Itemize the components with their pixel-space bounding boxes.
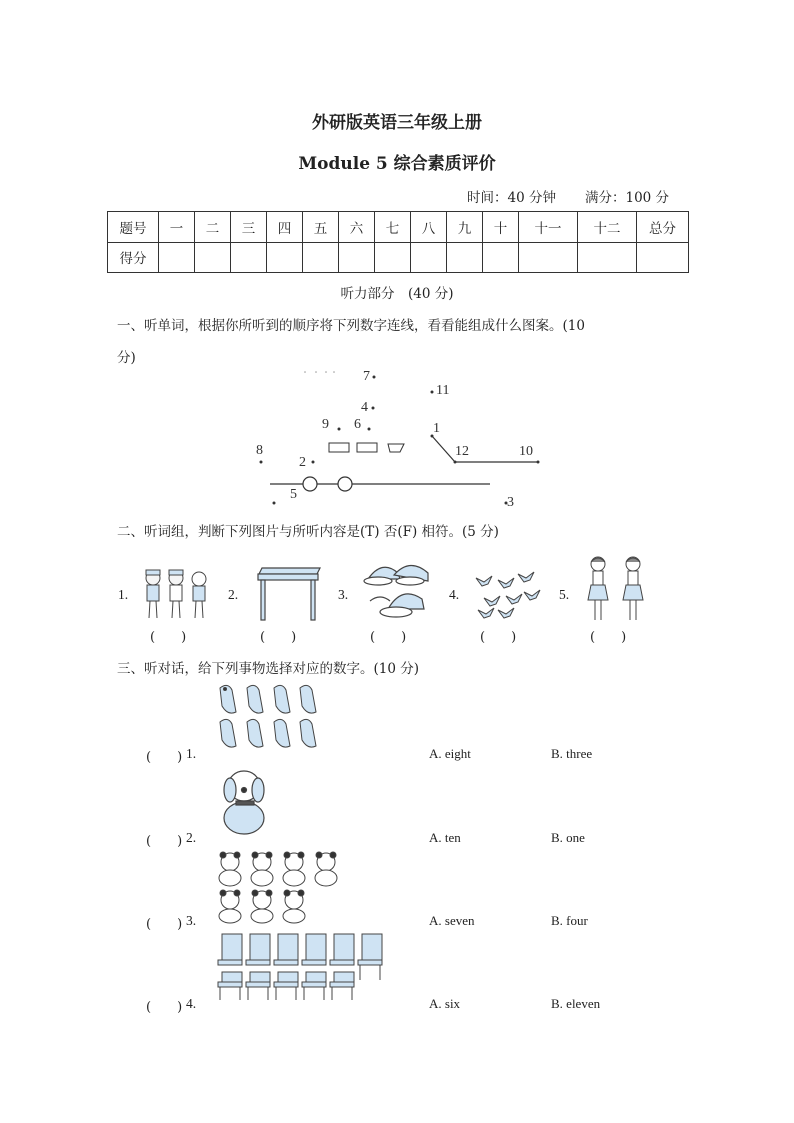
dot-label: 4 (361, 400, 368, 415)
score-input-cell[interactable] (578, 242, 637, 273)
score-table (107, 211, 689, 273)
table-row (108, 212, 689, 243)
score-input-cell[interactable] (303, 242, 339, 273)
table-cell: 九 (447, 212, 483, 243)
answer-blank[interactable]: ( ) (590, 630, 627, 645)
q2-item-number: 3. (338, 587, 349, 602)
table-cell: 一 (159, 212, 195, 243)
table-cell: 题号 (108, 212, 159, 243)
caps-picture (360, 557, 436, 623)
table-cell: 十一 (519, 212, 578, 243)
listening-heading: 听力部分 (40 分) (340, 286, 454, 302)
girls-picture (582, 554, 652, 624)
table-cell: 得分 (108, 242, 159, 273)
option-a[interactable]: A. six (429, 996, 461, 1011)
dot-label: 10 (519, 444, 533, 459)
parrots-picture (214, 682, 326, 754)
dog-picture (214, 766, 274, 838)
option-a[interactable]: A. eight (429, 746, 471, 761)
table-cell: 十 (483, 212, 519, 243)
birds-picture (470, 568, 544, 620)
table-cell: 二 (195, 212, 231, 243)
answer-blank[interactable]: ( ) (146, 834, 183, 849)
q3-prompt: 三、听对话，给下列事物选择对应的数字。(10 分) (117, 661, 420, 677)
desk-picture (254, 564, 322, 622)
full-score: 满分：100 分 (585, 190, 670, 206)
score-input-cell[interactable] (519, 242, 578, 273)
table-cell: 五 (303, 212, 339, 243)
q2-prompt: 二、听词组，判断下列图片与所听内容是(T) 否(F) 相符。(5 分) (117, 524, 499, 540)
answer-blank[interactable]: ( ) (146, 917, 183, 932)
table-cell: 七 (375, 212, 411, 243)
table-cell: 六 (339, 212, 375, 243)
score-input-cell[interactable] (411, 242, 447, 273)
table-cell: 四 (267, 212, 303, 243)
children-picture (140, 566, 212, 622)
dot-label: 9 (322, 417, 329, 432)
dot-label: 3 (507, 495, 514, 510)
q1-prompt: 一、听单词，根据你所听到的顺序将下列数字连线，看看能组成什么图案。(10 (117, 318, 585, 334)
q3-item-number: 3. (186, 913, 197, 928)
q2-item-number: 2. (228, 587, 239, 602)
table-row (108, 242, 689, 273)
option-b[interactable]: B. four (551, 913, 588, 928)
dot-label: 5 (290, 487, 297, 502)
option-b[interactable]: B. one (551, 830, 585, 845)
score-input-cell[interactable] (483, 242, 519, 273)
dot-label: 11 (436, 383, 450, 398)
score-input-cell[interactable] (447, 242, 483, 273)
answer-blank[interactable]: ( ) (480, 630, 517, 645)
option-b[interactable]: B. eleven (551, 996, 601, 1011)
doc-subtitle: Module 5 综合素质评价 (298, 154, 496, 174)
score-input-cell[interactable] (375, 242, 411, 273)
score-input-cell[interactable] (339, 242, 375, 273)
dot-label: 1 (433, 421, 440, 436)
answer-blank[interactable]: ( ) (146, 750, 183, 765)
table-cell: 总分 (637, 212, 689, 243)
q2-item-number: 4. (449, 587, 460, 602)
score-input-cell[interactable] (637, 242, 689, 273)
q3-item-number: 1. (186, 746, 197, 761)
score-input-cell[interactable] (195, 242, 231, 273)
answer-blank[interactable]: ( ) (260, 630, 297, 645)
score-input-cell[interactable] (159, 242, 195, 273)
option-a[interactable]: A. ten (429, 830, 461, 845)
q3-item-number: 4. (186, 996, 197, 1011)
option-a[interactable]: A. seven (429, 913, 475, 928)
option-b[interactable]: B. three (551, 746, 593, 761)
dot-label: 2 (299, 455, 306, 470)
answer-blank[interactable]: ( ) (150, 630, 187, 645)
dot-label: 6 (354, 417, 361, 432)
dot-label: 7 (363, 369, 370, 384)
table-cell: 八 (411, 212, 447, 243)
q2-item-number: 1. (118, 587, 129, 602)
table-cell: 十二 (578, 212, 637, 243)
score-input-cell[interactable] (231, 242, 267, 273)
chairs-picture (214, 932, 390, 1002)
dot-label: 12 (455, 444, 469, 459)
q3-item-number: 2. (186, 830, 197, 845)
time-limit: 时间：40 分钟 (467, 190, 556, 206)
answer-blank[interactable]: ( ) (146, 1000, 183, 1015)
doc-title: 外研版英语三年级上册 (312, 113, 482, 133)
pandas-picture (214, 850, 352, 924)
q2-item-number: 5. (559, 587, 570, 602)
table-cell: 三 (231, 212, 267, 243)
score-input-cell[interactable] (267, 242, 303, 273)
dot-label: 8 (256, 443, 263, 458)
q1-prompt-cont: 分) (117, 350, 136, 366)
answer-blank[interactable]: ( ) (370, 630, 407, 645)
